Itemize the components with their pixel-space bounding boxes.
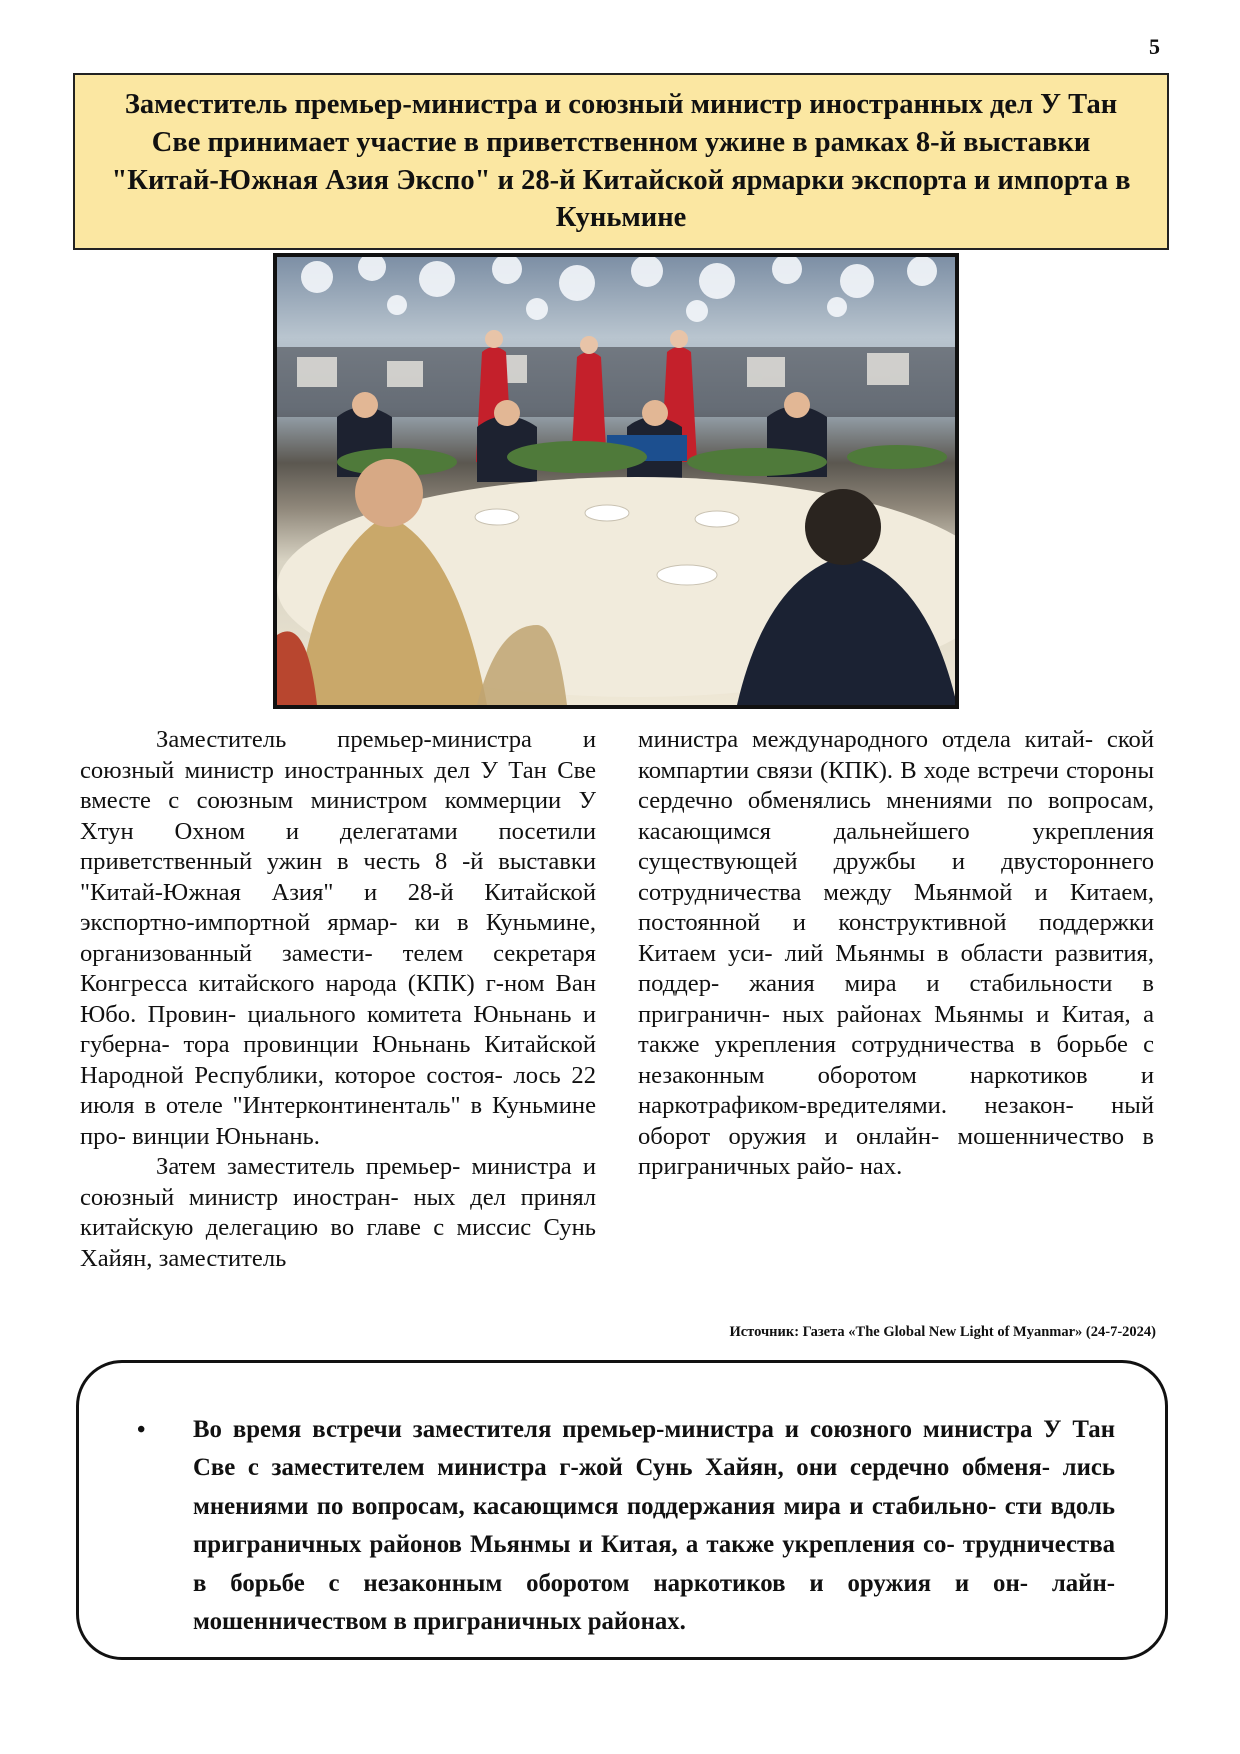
bullet-icon: • [137, 1417, 146, 1443]
article-paragraph: Затем заместитель премьер- министра и союзный министр иностран- ных дел принял китайскую делегацию во главе с миссис Сунь Хайян, заместитель [80, 1153, 596, 1272]
page-number: 5 [1149, 34, 1160, 59]
source-credit: Источник: Газета «The Global New Light of Myanmar» (24-7-2024) [729, 1324, 1156, 1340]
article-column-left [80, 725, 596, 1274]
article-column-right [638, 725, 1154, 1183]
article-paragraph: Заместитель премьер-министра и союзный министр иностранных дел У Тан Све вместе с союзным министром коммерции У Хтун Охном и делегатами посетили приветственный ужин в честь 8 -й выставки "Китай-Южная Азия" и 28-й Китайской экспортно-импортной ярмар- ки в Куньмине, организованный замести- телем секретаря Конгресса китайского народа (КПК) г-ном Ван Юбо. Провин- циального комитета Юньнань и губерна- тора провинции Юньнань Китайской Народной Республики, которое состоя- лось 22 июля в отеле "Интерконтиненталь" в Куньмине про- винции Юньнань. [80, 726, 596, 1150]
summary-text: Во время встречи заместителя премьер-министра и союзного министра У Тан Све с заместителем министра г-жой Сунь Хайян, они сердечно обменя- лись мнениями по вопросам, касающимся поддержания мира и стабильно- сти вдоль приграничных районов Мьянмы и Китая, а также укрепления со- трудничества в борьбе с незаконным оборотом наркотиков и оружия и он- лайн-мошенничеством в приграничных районах. [193, 1416, 1115, 1636]
summary-item [137, 1411, 1115, 1641]
headline-box [73, 73, 1169, 250]
headline-text: Заместитель премьер-министра и союзный министр иностранных дел У Тан Све принимает участие в приветственном ужине в рамках 8-й выставки "Китай-Южная Азия Экспо" и 28-й Китайской ярмарки экспорта и импорта в Куньмине [111, 88, 1131, 234]
summary-box [76, 1360, 1168, 1660]
banquet-photo-illustration [277, 257, 955, 705]
summary-list [137, 1411, 1115, 1641]
article-paragraph: министра международного отдела китай- ской компартии связи (КПК). В ходе встречи стороны сердечно обменялись мнениями по вопросам, касающимся дальнейшего укрепления существующей дружбы и двустороннего сотрудничества между Мьянмой и Китаем, постоянной и конструктивной поддержки Китаем уси- лий Мьянмы в области развития, поддер- жания мира и стабильности в приграничн- ных районах Мьянмы и Китая, а также укрепления сотрудничества в борьбе с незаконным оборотом наркотиков и наркотрафиком-вредителями. незакон- ный оборот оружия и онлайн- мошенничество в приграничных райо- нах. [638, 726, 1154, 1180]
banquet-photo [273, 253, 959, 709]
